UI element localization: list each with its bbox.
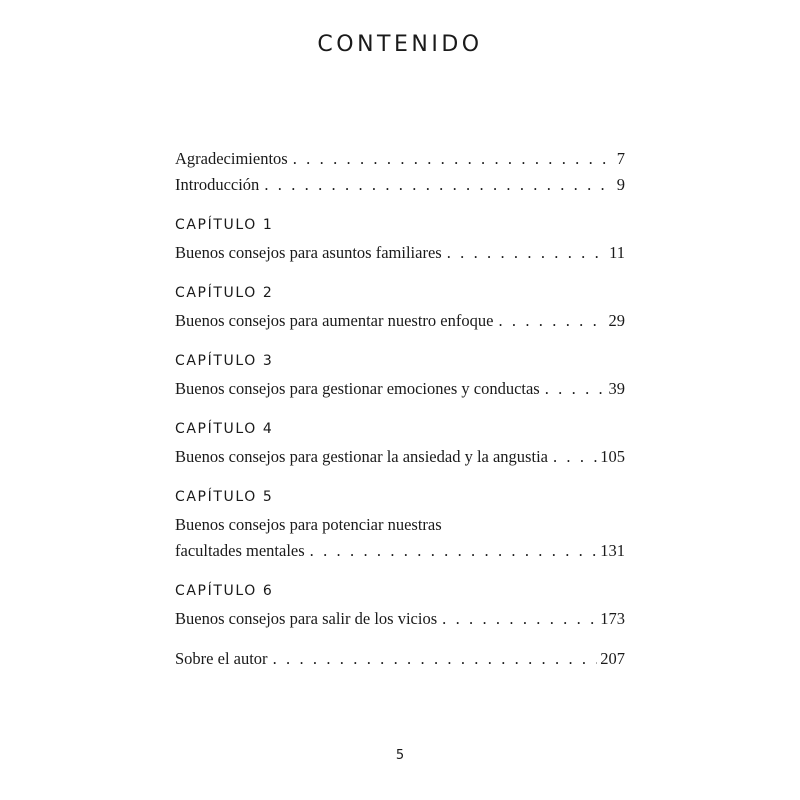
- toc-entry-text: facultades mentales: [175, 541, 305, 560]
- toc-entry-agradecimientos: [175, 146, 625, 172]
- dot-leader: [293, 146, 614, 172]
- chapter-heading-6: CAPÍTULO 6: [175, 583, 274, 599]
- toc-entry-page: 11: [609, 243, 625, 262]
- toc-entry-chapter-2: [175, 308, 625, 334]
- table-of-contents: [175, 146, 625, 672]
- toc-entry-page: 173: [600, 609, 625, 628]
- toc-entry-chapter-3: [175, 376, 625, 402]
- dot-leader: [310, 538, 598, 564]
- toc-entry-text: Buenos consejos para gestionar emociones y conductas: [175, 379, 540, 398]
- toc-entry-page: 39: [608, 379, 625, 398]
- toc-entry-text: Buenos consejos para gestionar la ansiedad y la angustia: [175, 447, 548, 466]
- toc-entry-chapter-4: [175, 444, 625, 470]
- dot-leader: [545, 376, 606, 402]
- toc-entry-page: 7: [616, 149, 625, 168]
- chapter-heading-5: CAPÍTULO 5: [175, 489, 274, 505]
- toc-entry-page: 105: [600, 447, 625, 466]
- dot-leader: [553, 444, 597, 470]
- page-number: 5: [395, 748, 405, 763]
- toc-entry-text: Sobre el autor: [175, 649, 268, 668]
- chapter-heading-2: CAPÍTULO 2: [175, 285, 274, 301]
- toc-entry-page: 131: [600, 541, 625, 560]
- toc-entry-page: 9: [616, 175, 625, 194]
- toc-entry-chapter-6: [175, 606, 625, 632]
- chapter-heading-4: CAPÍTULO 4: [175, 421, 274, 437]
- dot-leader: [442, 606, 597, 632]
- toc-entry-text: Introducción: [175, 175, 260, 194]
- page-title: CONTENIDO: [317, 32, 483, 57]
- dot-leader: [447, 240, 606, 266]
- dot-leader: [273, 646, 598, 672]
- toc-entry-chapter-5-line-1: Buenos consejos para potenciar nuestras: [175, 515, 442, 534]
- chapter-heading-3: CAPÍTULO 3: [175, 353, 274, 369]
- toc-entry-page: 29: [608, 311, 625, 330]
- toc-entry-text: Agradecimientos: [175, 149, 288, 168]
- toc-entry-page: 207: [600, 649, 625, 668]
- dot-leader: [264, 172, 613, 198]
- toc-entry-chapter-5: [175, 538, 625, 564]
- toc-entry-introduccion: [175, 172, 625, 198]
- toc-entry-sobre-el-autor: [175, 646, 625, 672]
- toc-entry-text: Buenos consejos para aumentar nuestro enfoque: [175, 311, 494, 330]
- toc-entry-chapter-1: [175, 240, 625, 266]
- toc-entry-text: Buenos consejos para salir de los vicios: [175, 609, 438, 628]
- toc-entry-text: Buenos consejos para asuntos familiares: [175, 243, 442, 262]
- chapter-heading-1: CAPÍTULO 1: [175, 217, 274, 233]
- dot-leader: [498, 308, 605, 334]
